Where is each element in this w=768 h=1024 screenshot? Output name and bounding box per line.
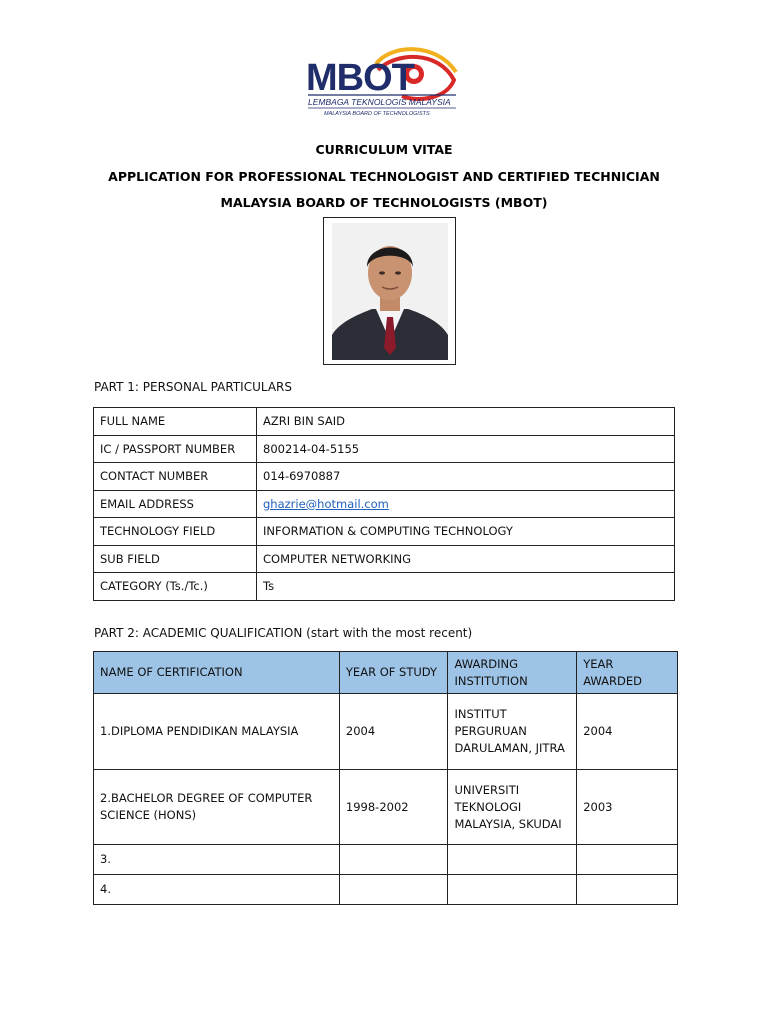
table-header-row bbox=[94, 652, 678, 694]
table-row bbox=[94, 408, 675, 436]
mbot-logo-graphic bbox=[306, 42, 462, 118]
field-label: IC / PASSPORT NUMBER bbox=[94, 435, 257, 463]
certification-name: 2.BACHELOR DEGREE OF COMPUTER SCIENCE (HONS) bbox=[94, 770, 340, 845]
field-value: AZRI BIN SAID bbox=[257, 408, 675, 436]
table-row bbox=[94, 435, 675, 463]
field-label: CONTACT NUMBER bbox=[94, 463, 257, 491]
year-awarded: 2003 bbox=[577, 770, 678, 845]
year-awarded bbox=[577, 845, 678, 875]
logo-wordmark: MBOT bbox=[306, 57, 414, 99]
year-awarded: 2004 bbox=[577, 694, 678, 770]
table-row bbox=[94, 463, 675, 491]
column-header: YEAR AWARDED bbox=[577, 652, 678, 694]
part1-title: PART 1: PERSONAL PARTICULARS bbox=[94, 380, 292, 394]
logo-line-2: MALAYSIA BOARD OF TECHNOLOGISTS bbox=[324, 111, 430, 117]
column-header: NAME OF CERTIFICATION bbox=[94, 652, 340, 694]
certification-name: 3. bbox=[94, 845, 340, 875]
table-row bbox=[94, 573, 675, 601]
field-value: INFORMATION & COMPUTING TECHNOLOGY bbox=[257, 518, 675, 546]
certification-name: 1.DIPLOMA PENDIDIKAN MALAYSIA bbox=[94, 694, 340, 770]
year-of-study bbox=[339, 845, 448, 875]
column-header: AWARDING INSTITUTION bbox=[448, 652, 577, 694]
field-label: FULL NAME bbox=[94, 408, 257, 436]
awarding-institution: UNIVERSITI TEKNOLOGI MALAYSIA, SKUDAI bbox=[448, 770, 577, 845]
field-label: SUB FIELD bbox=[94, 545, 257, 573]
table-row bbox=[94, 518, 675, 546]
column-header: YEAR OF STUDY bbox=[339, 652, 448, 694]
table-row bbox=[94, 694, 678, 770]
field-value: 014-6970887 bbox=[257, 463, 675, 491]
field-label: EMAIL ADDRESS bbox=[94, 490, 257, 518]
table-row bbox=[94, 875, 678, 905]
field-label: CATEGORY (Ts./Tc.) bbox=[94, 573, 257, 601]
document-title: CURRICULUM VITAE bbox=[315, 142, 453, 157]
logo-line-1: LEMBAGA TEKNOLOGIS MALAYSIA bbox=[308, 97, 451, 107]
personal-particulars-table bbox=[93, 407, 675, 601]
awarding-institution bbox=[448, 875, 577, 905]
table-row bbox=[94, 490, 675, 518]
field-value: COMPUTER NETWORKING bbox=[257, 545, 675, 573]
awarding-institution: INSTITUT PERGURUAN DARULAMAN, JITRA bbox=[448, 694, 577, 770]
email-link[interactable]: ghazrie@hotmail.com bbox=[263, 496, 389, 511]
mbot-logo bbox=[306, 42, 462, 118]
organization-title: MALAYSIA BOARD OF TECHNOLOGISTS (MBOT) bbox=[220, 195, 548, 210]
applicant-portrait bbox=[332, 223, 448, 360]
table-row bbox=[94, 770, 678, 845]
table-row bbox=[94, 845, 678, 875]
email-cell bbox=[257, 490, 675, 518]
awarding-institution bbox=[448, 845, 577, 875]
part2-title: PART 2: ACADEMIC QUALIFICATION (start with the most recent) bbox=[94, 626, 473, 640]
academic-qualification-table bbox=[93, 651, 678, 905]
year-of-study: 1998-2002 bbox=[339, 770, 448, 845]
field-label: TECHNOLOGY FIELD bbox=[94, 518, 257, 546]
certification-name: 4. bbox=[94, 875, 340, 905]
application-title: APPLICATION FOR PROFESSIONAL TECHNOLOGIST AND CERTIFIED TECHNICIAN bbox=[108, 169, 660, 184]
year-of-study bbox=[339, 875, 448, 905]
field-value: 800214-04-5155 bbox=[257, 435, 675, 463]
applicant-photo bbox=[323, 217, 456, 365]
year-of-study: 2004 bbox=[339, 694, 448, 770]
field-value: Ts bbox=[257, 573, 675, 601]
table-row bbox=[94, 545, 675, 573]
year-awarded bbox=[577, 875, 678, 905]
